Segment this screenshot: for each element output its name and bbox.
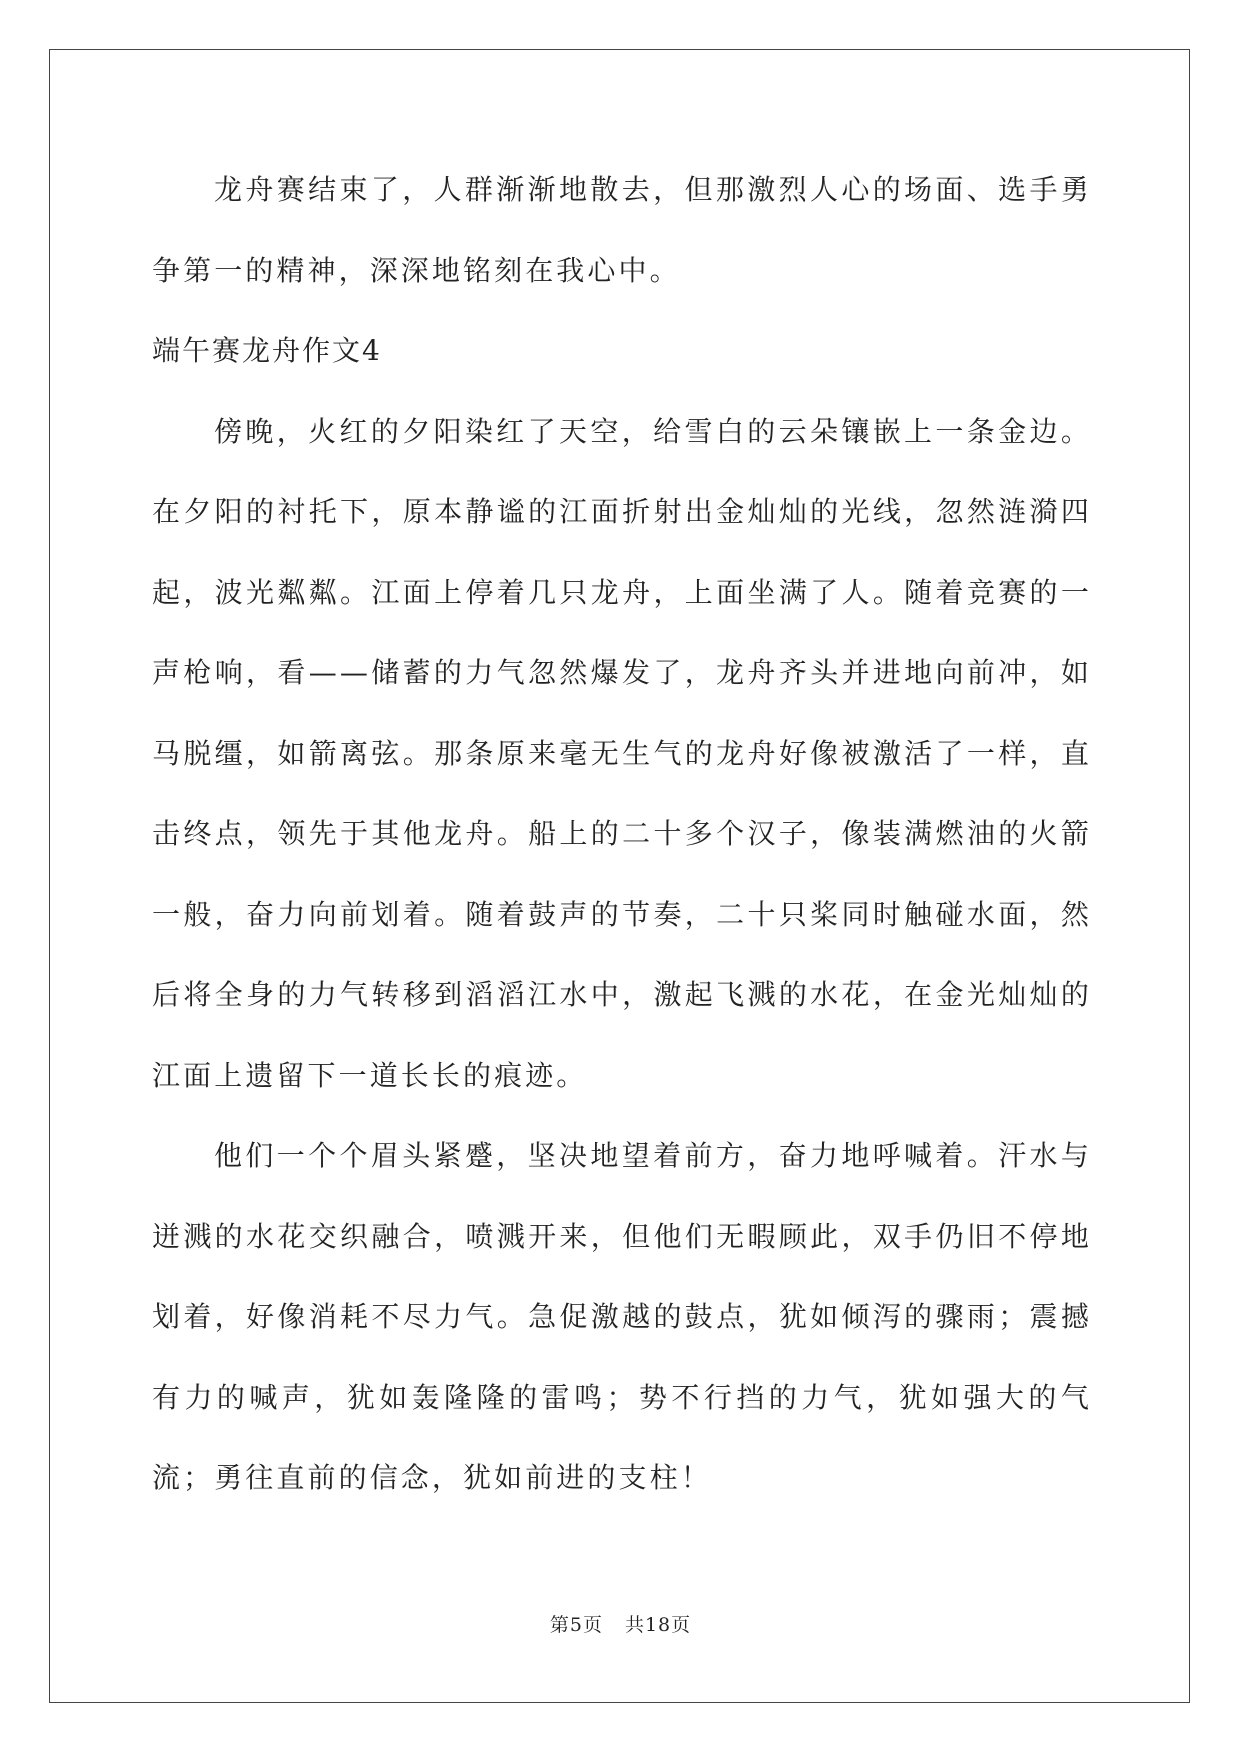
paragraph-race: 傍晚，火红的夕阳染红了天空，给雪白的云朵镶嵌上一条金边。在夕阳的衬托下，原本静谧的江面折射出金灿灿的光线，忽然涟漪四起，波光粼粼。江面上停着几只龙舟，上面坐满了人。随着竞赛的一声枪响，看——储蓄的力气忽然爆发了，龙舟齐头并进地向前冲，如马脱缰，如箭离弦。那条原来毫无生气的龙舟好像被激活了一样，直击终点，领先于其他龙舟。船上的二十多个汉子，像装满燃油的火箭一般，奋力向前划着。随着鼓声的节奏，二十只桨同时触碰水面，然后将全身的力气转移到滔滔江水中，激起飞溅的水花，在金光灿灿的江面上遗留下一道长长的痕迹。 <box>152 414 1092 1092</box>
page-footer <box>0 1610 1241 1637</box>
section-heading: 端午赛龙舟作文4 <box>152 334 382 367</box>
page-total: 共18页 <box>624 1614 692 1636</box>
paragraph-ending: 龙舟赛结束了，人群渐渐地散去，但那激烈人心的场面、选手勇争第一的精神，深深地铭刻在我心中。 <box>152 173 1092 287</box>
document-body <box>152 150 1092 1519</box>
page-number: 第5页 <box>549 1614 603 1636</box>
paragraph-rowers: 他们一个个眉头紧蹙，坚决地望着前方，奋力地呼喊着。汗水与迸溅的水花交织融合，喷溅开来，但他们无暇顾此，双手仍旧不停地划着，好像消耗不尽力气。急促激越的鼓点，犹如倾泻的骤雨；震撼有力的喊声，犹如轰隆隆的雷鸣；势不行挡的力气，犹如强大的气流；勇往直前的信念，犹如前进的支柱！ <box>152 1139 1092 1494</box>
